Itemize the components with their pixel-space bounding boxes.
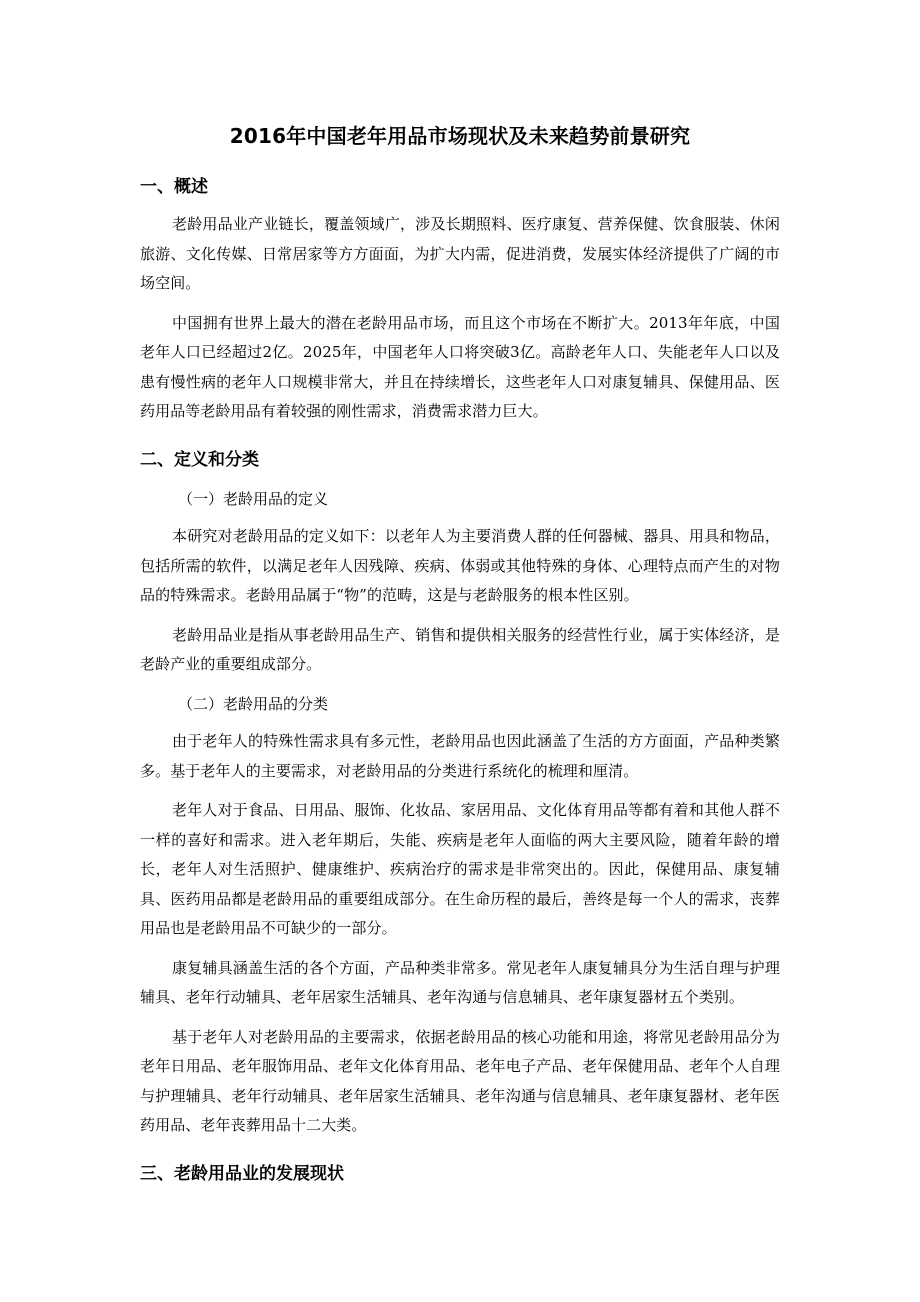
- paragraph: 本研究对老龄用品的定义如下：以老年人为主要消费人群的任何器械、器具、用具和物品，包括所需的软件，以满足老年人因残障、疾病、体弱或其他特殊的身体、心理特点而产生的对物品的特殊需求。老龄用品属于“物”的范畴，这是与老龄服务的根本性区别。: [140, 527, 780, 604]
- section-heading-definition: 二、定义和分类: [140, 449, 259, 470]
- subsection-heading-classification: （二）老龄用品的分类: [178, 694, 329, 713]
- section-heading-status: 三、老龄用品业的发展现状: [140, 1163, 344, 1184]
- paragraph: 老龄用品业产业链长，覆盖领域广，涉及长期照料、医疗康复、营养保健、饮食服装、休闲旅游、文化传媒、日常居家等方方面面，为扩大内需，促进消费，发展实体经济提供了广阔的市场空间。: [140, 215, 780, 292]
- paragraph: 中国拥有世界上最大的潜在老龄用品市场，而且这个市场在不断扩大。2013年年底，中国老年人口已经超过2亿。2025年，中国老年人口将突破3亿。高龄老年人口、失能老年人口以及患有慢性病的老年人口规模非常大，并且在持续增长，这些老年人口对康复辅具、保健用品、医药用品等老龄用品有着较强的刚性需求，消费需求潜力巨大。: [140, 313, 780, 420]
- subsection-heading-definition: （一）老龄用品的定义: [178, 489, 329, 508]
- paragraph: 老龄用品业是指从事老龄用品生产、销售和提供相关服务的经营性行业，属于实体经济，是老龄产业的重要组成部分。: [140, 625, 780, 673]
- paragraph: 老年人对于食品、日用品、服饰、化妆品、家居用品、文化体育用品等都有着和其他人群不一样的喜好和需求。进入老年期后，失能、疾病是老年人面临的两大主要风险，随着年龄的增长，老年人对生活照护、健康维护、疾病治疗的需求是非常突出的。因此，保健用品、康复辅具、医药用品都是老龄用品的重要组成部分。在生命历程的最后，善终是每一个人的需求，丧葬用品也是老龄用品不可缺少的一部分。: [140, 801, 780, 937]
- paragraph: 康复辅具涵盖生活的各个方面，产品种类非常多。常见老年人康复辅具分为生活自理与护理辅具、老年行动辅具、老年居家生活辅具、老年沟通与信息辅具、老年康复器材五个类别。: [140, 958, 780, 1006]
- document-title: 2016年中国老年用品市场现状及未来趋势前景研究: [229, 124, 691, 148]
- paragraph: 由于老年人的特殊性需求具有多元性，老龄用品也因此涵盖了生活的方方面面，产品种类繁多。基于老年人的主要需求，对老龄用品的分类进行系统化的梳理和厘清。: [140, 732, 780, 780]
- section-heading-overview: 一、概述: [140, 177, 208, 197]
- paragraph: 基于老年人对老龄用品的主要需求，依据老龄用品的核心功能和用途，将常见老龄用品分为老年日用品、老年服饰用品、老年文化体育用品、老年电子产品、老年保健用品、老年个人自理与护理辅具、老年行动辅具、老年居家生活辅具、老年沟通与信息辅具、老年康复器材、老年医药用品、老年丧葬用品十二大类。: [140, 1027, 780, 1134]
- document-page: [140, 118, 780, 1189]
